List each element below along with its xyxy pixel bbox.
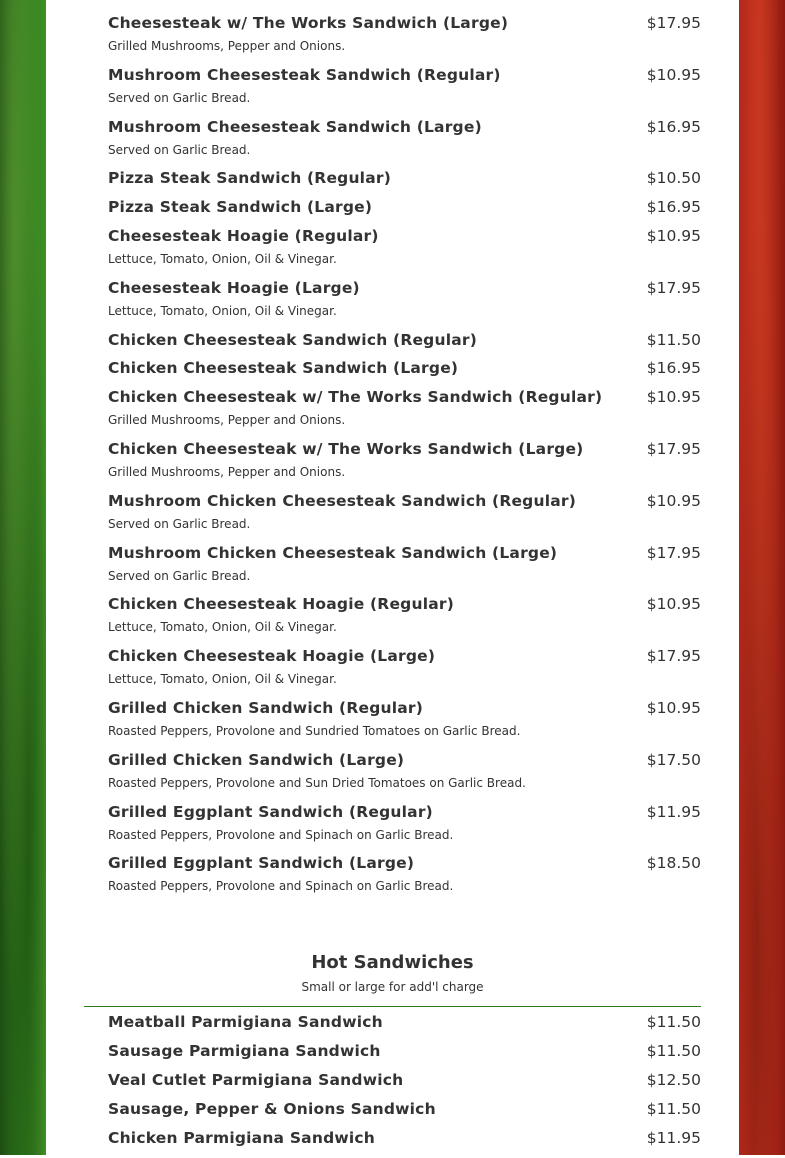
menu-item-name: Pizza Steak Sandwich (Regular): [108, 169, 391, 188]
menu-item-name: Meatball Parmigiana Sandwich: [108, 1013, 383, 1031]
menu-item-description: Served on Garlic Bread.: [108, 568, 251, 583]
menu-item: [108, 198, 701, 227]
section-title: Hot Sandwiches: [311, 952, 474, 973]
menu-item-price: $11.95: [646, 802, 701, 821]
menu-item-price: $17.95: [646, 439, 701, 458]
menu-item-name: Grilled Eggplant Sandwich (Regular): [108, 802, 433, 821]
hot-sandwich-list: [108, 1013, 701, 1158]
menu-item-name: Grilled Chicken Sandwich (Large): [108, 750, 405, 769]
menu-item-name: Cheesesteak Hoagie (Large): [108, 278, 360, 297]
menu-item-name: Chicken Cheesesteak w/ The Works Sandwich (Large): [108, 439, 584, 458]
menu-item: [108, 66, 701, 118]
menu-item-description: Served on Garlic Bread.: [108, 516, 251, 531]
menu-item: [108, 1042, 701, 1071]
menu-item-price: $17.95: [646, 14, 701, 32]
menu-item: [108, 388, 701, 440]
menu-item: [108, 279, 701, 331]
menu-item-price: $10.95: [646, 388, 701, 407]
menu-item-name: Chicken Cheesesteak Sandwich (Regular): [108, 330, 477, 349]
menu-item-description: Lettuce, Tomato, Onion, Oil & Vinegar.: [108, 303, 337, 318]
menu-item-price: $11.95: [646, 1129, 701, 1147]
menu-item: [108, 1129, 701, 1158]
menu-item-price: $16.95: [646, 359, 701, 378]
menu-item-name: Sausage Parmigiana Sandwich: [108, 1042, 381, 1060]
menu-item-price: $11.50: [646, 1100, 701, 1118]
menu-item-description: Roasted Peppers, Provolone and Spinach on Garlic Bread.: [108, 879, 454, 894]
menu-item: [108, 544, 701, 596]
menu-panel: [46, 0, 739, 1155]
menu-item: [108, 169, 701, 198]
menu-item: [108, 1100, 701, 1129]
menu-item-description: Lettuce, Tomato, Onion, Oil & Vinegar.: [108, 672, 337, 687]
menu-item-description: Lettuce, Tomato, Onion, Oil & Vinegar.: [108, 620, 337, 635]
menu-item-description: Roasted Peppers, Provolone and Sun Dried Tomatoes on Garlic Bread.: [108, 775, 526, 790]
menu-item-description: Served on Garlic Bread.: [108, 90, 251, 105]
section-divider: [84, 1006, 701, 1007]
menu-item: [108, 699, 701, 751]
hot-sandwiches-header: [84, 952, 701, 994]
menu-item: [108, 595, 701, 647]
menu-item-name: Mushroom Cheesesteak Sandwich (Large): [108, 117, 482, 136]
menu-item-price: $10.95: [646, 226, 701, 245]
menu-item-name: Sausage, Pepper & Onions Sandwich: [108, 1100, 436, 1118]
menu-item-name: Cheesesteak w/ The Works Sandwich (Large): [108, 14, 509, 32]
menu-item-name: Mushroom Cheesesteak Sandwich (Regular): [108, 65, 501, 84]
menu-item-price: $17.95: [646, 278, 701, 297]
menu-item: [108, 440, 701, 492]
menu-item-list: [108, 14, 701, 906]
menu-item-name: Chicken Parmigiana Sandwich: [108, 1129, 376, 1147]
menu-item-name: Grilled Chicken Sandwich (Regular): [108, 698, 424, 717]
menu-item-description: Roasted Peppers, Provolone and Sundried Tomatoes on Garlic Bread.: [108, 723, 521, 738]
green-background-band: [0, 0, 46, 1155]
menu-item: [108, 1013, 701, 1042]
menu-item-price: $12.50: [646, 1071, 701, 1089]
menu-item-price: $17.95: [646, 647, 701, 666]
menu-item-price: $11.50: [646, 1013, 701, 1031]
menu-item-price: $17.50: [646, 750, 701, 769]
menu-item-price: $10.95: [646, 595, 701, 614]
menu-item-name: Grilled Eggplant Sandwich (Large): [108, 854, 415, 873]
menu-item: [108, 751, 701, 803]
menu-item-price: $11.50: [646, 330, 701, 349]
menu-item-name: Mushroom Chicken Cheesesteak Sandwich (Regular): [108, 491, 577, 510]
menu-item-name: Mushroom Chicken Cheesesteak Sandwich (Large): [108, 543, 558, 562]
menu-item: [108, 14, 701, 66]
menu-item: [108, 118, 701, 170]
menu-item-description: Grilled Mushrooms, Pepper and Onions.: [108, 464, 346, 479]
menu-item-price: $11.50: [646, 1042, 701, 1060]
menu-item: [108, 359, 701, 388]
menu-item-price: $17.95: [646, 543, 701, 562]
menu-item-description: Grilled Mushrooms, Pepper and Onions.: [108, 413, 346, 428]
menu-item-name: Cheesesteak Hoagie (Regular): [108, 226, 379, 245]
menu-item-description: Roasted Peppers, Provolone and Spinach on Garlic Bread.: [108, 827, 454, 842]
menu-item-description: Grilled Mushrooms, Pepper and Onions.: [108, 39, 346, 53]
menu-item: [108, 803, 701, 855]
menu-item: [108, 854, 701, 906]
menu-item-name: Chicken Cheesesteak Hoagie (Regular): [108, 595, 454, 614]
menu-item-name: Veal Cutlet Parmigiana Sandwich: [108, 1071, 404, 1089]
menu-item-price: $10.95: [646, 698, 701, 717]
menu-item-price: $10.95: [646, 65, 701, 84]
menu-item-price: $18.50: [646, 854, 701, 873]
menu-item-description: Lettuce, Tomato, Onion, Oil & Vinegar.: [108, 251, 337, 266]
menu-item-name: Chicken Cheesesteak Hoagie (Large): [108, 647, 436, 666]
menu-item-description: Served on Garlic Bread.: [108, 142, 251, 157]
menu-item-price: $16.95: [646, 117, 701, 136]
menu-item: [108, 647, 701, 699]
red-background-band: [739, 0, 785, 1155]
section-subtitle: Small or large for add'l charge: [301, 980, 484, 994]
menu-item-name: Chicken Cheesesteak Sandwich (Large): [108, 359, 459, 378]
menu-item: [108, 331, 701, 360]
menu-item-price: $10.50: [646, 169, 701, 188]
menu-item: [108, 1071, 701, 1100]
menu-item: [108, 492, 701, 544]
menu-item: [108, 227, 701, 279]
menu-item-name: Pizza Steak Sandwich (Large): [108, 198, 373, 217]
menu-item-name: Chicken Cheesesteak w/ The Works Sandwich (Regular): [108, 388, 603, 407]
menu-item-price: $10.95: [646, 491, 701, 510]
menu-item-price: $16.95: [646, 198, 701, 217]
